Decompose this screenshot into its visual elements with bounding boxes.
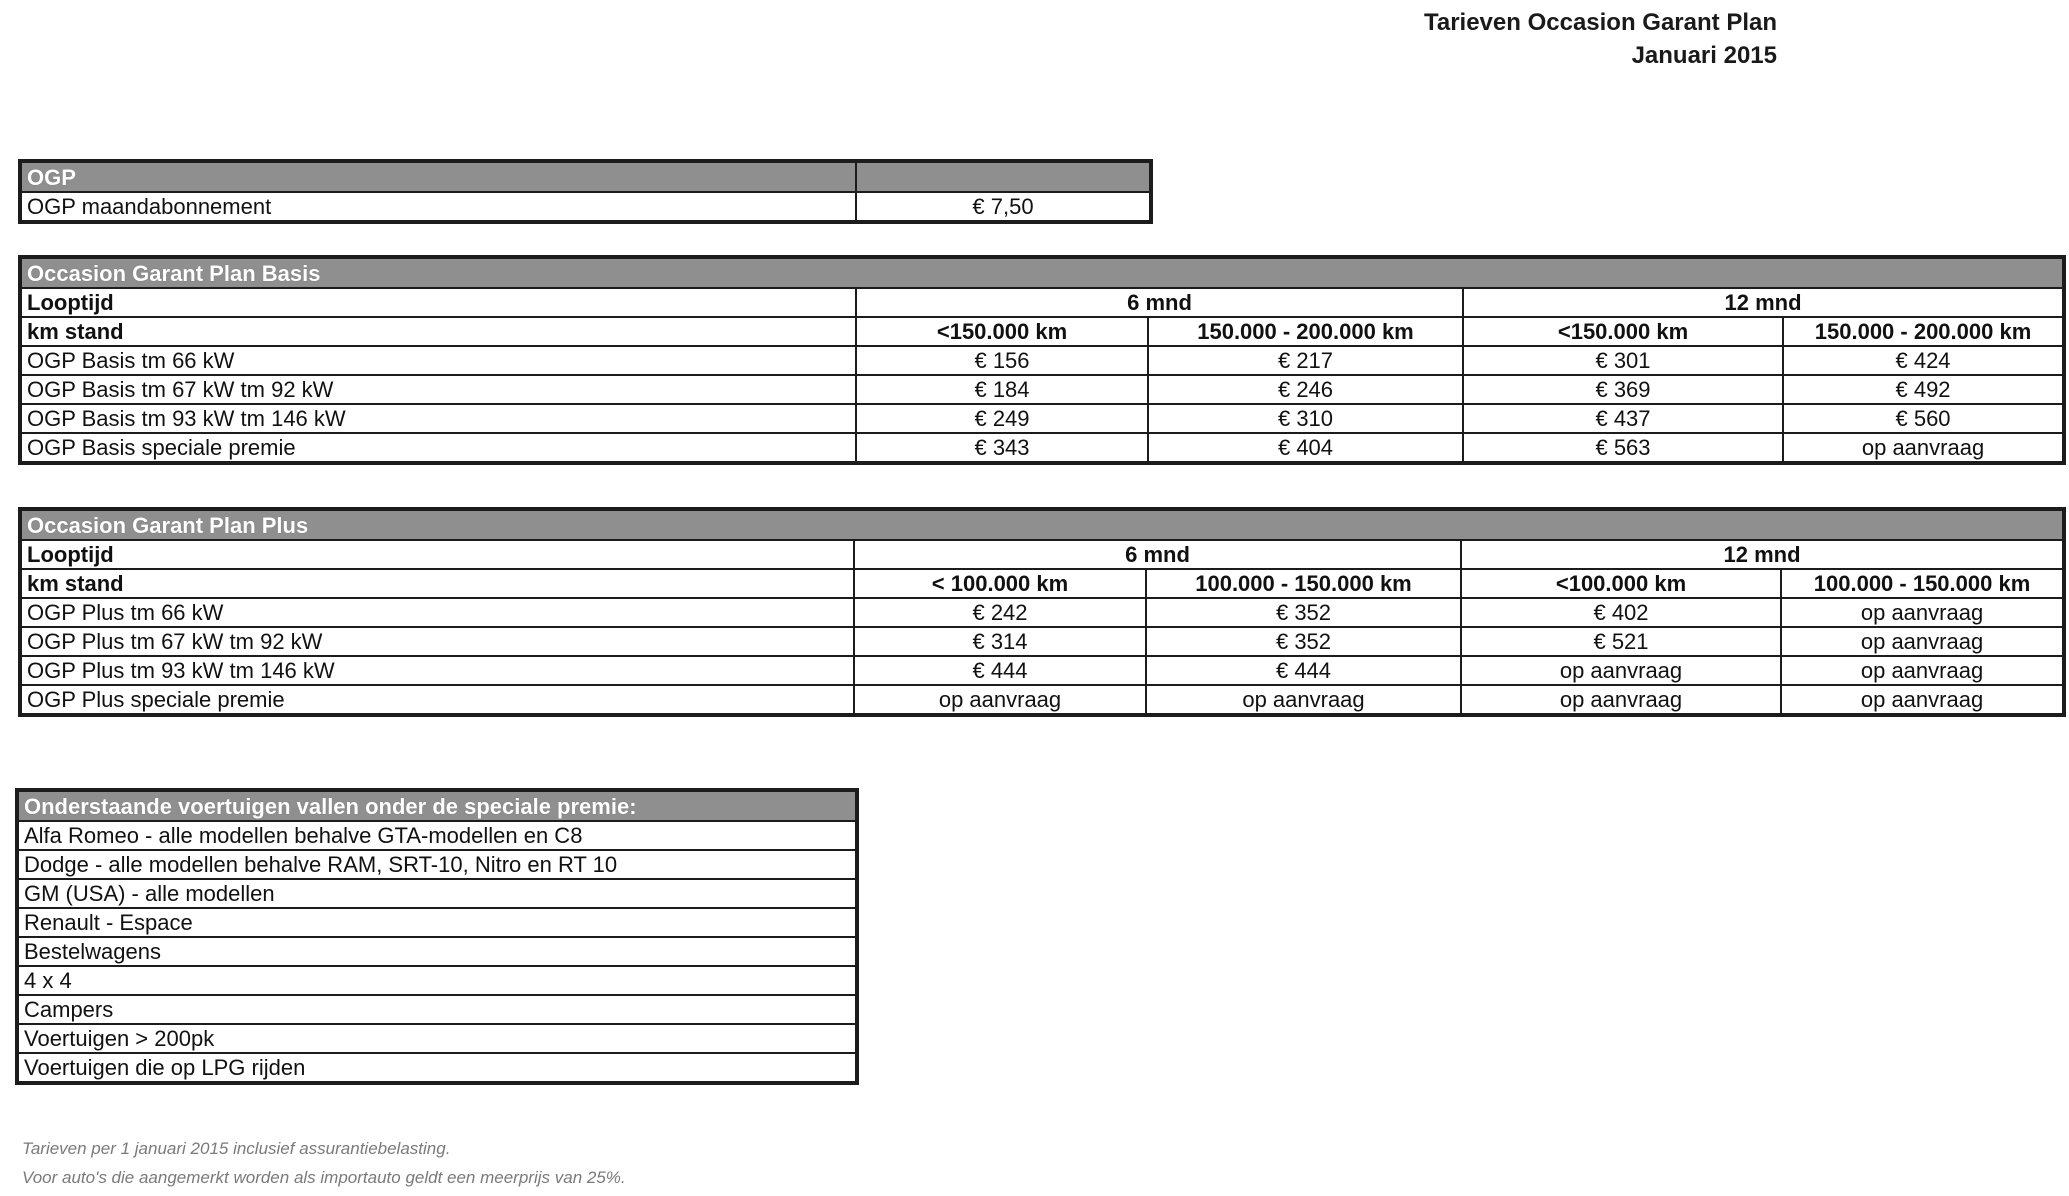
list-item <box>17 1024 857 1053</box>
km-header: 100.000 - 150.000 km <box>1146 569 1461 598</box>
table-row <box>20 685 2064 715</box>
document-title: Tarieven Occasion Garant Plan <box>1423 9 1777 36</box>
price-cell: € 521 <box>1461 627 1781 656</box>
km-header: 150.000 - 200.000 km <box>1148 317 1463 346</box>
footnote: Tarieven per 1 januari 2015 inclusief assurantiebelasting. <box>22 1139 451 1158</box>
price-cell: € 492 <box>1783 375 2064 404</box>
table-row <box>20 598 2064 627</box>
table-title-row <box>20 509 2064 540</box>
vehicle-item: Alfa Romeo - alle modellen behalve GTA-modellen en C8 <box>17 821 857 850</box>
km-header: <100.000 km <box>1461 569 1781 598</box>
list-item <box>17 821 857 850</box>
price-cell: op aanvraag <box>1781 627 2064 656</box>
price-cell: € 314 <box>854 627 1146 656</box>
price-cell: € 444 <box>854 656 1146 685</box>
price-cell: op aanvraag <box>1461 656 1781 685</box>
price-cell: € 404 <box>1148 433 1463 463</box>
special-premium-table <box>15 788 859 1085</box>
km-header: <150.000 km <box>1463 317 1783 346</box>
price-cell: € 242 <box>854 598 1146 627</box>
price-cell: € 343 <box>856 433 1148 463</box>
price-cell: € 7,50 <box>856 192 1151 222</box>
price-cell: € 352 <box>1146 627 1461 656</box>
row-label: OGP Basis tm 67 kW tm 92 kW <box>20 375 856 404</box>
row-label: OGP Basis speciale premie <box>20 433 856 463</box>
row-label: OGP Plus tm 93 kW tm 146 kW <box>20 656 854 685</box>
table-title-row <box>17 790 857 821</box>
looptijd-label: Looptijd <box>20 540 854 569</box>
price-cell: € 184 <box>856 375 1148 404</box>
vehicle-item: Campers <box>17 995 857 1024</box>
table-title-row <box>20 161 1151 192</box>
vehicle-item: Dodge - alle modellen behalve RAM, SRT-10, Nitro en RT 10 <box>17 850 857 879</box>
price-cell: € 424 <box>1783 346 2064 375</box>
price-cell: € 402 <box>1461 598 1781 627</box>
list-item <box>17 879 857 908</box>
list-item <box>17 1053 857 1083</box>
row-label: OGP Plus tm 67 kW tm 92 kW <box>20 627 854 656</box>
row-label: OGP maandabonnement <box>20 192 856 222</box>
footnotes <box>22 1134 626 1192</box>
vehicle-item: Voertuigen die op LPG rijden <box>17 1053 857 1083</box>
price-cell: op aanvraag <box>1461 685 1781 715</box>
table-row <box>20 192 1151 222</box>
price-cell: € 249 <box>856 404 1148 433</box>
price-cell: € 560 <box>1783 404 2064 433</box>
price-cell: € 310 <box>1148 404 1463 433</box>
basis-table <box>18 255 2066 465</box>
table-row <box>20 404 2064 433</box>
document-header <box>1424 6 1777 72</box>
table-row <box>20 656 2064 685</box>
table-title: Occasion Garant Plan Plus <box>20 509 2064 540</box>
price-cell: € 246 <box>1148 375 1463 404</box>
row-label: OGP Basis tm 66 kW <box>20 346 856 375</box>
looptijd-row <box>20 540 2064 569</box>
price-cell: op aanvraag <box>854 685 1146 715</box>
vehicle-item: 4 x 4 <box>17 966 857 995</box>
km-header: 150.000 - 200.000 km <box>1783 317 2064 346</box>
vehicle-item: Bestelwagens <box>17 937 857 966</box>
list-item <box>17 937 857 966</box>
table-title: Onderstaande voertuigen vallen onder de speciale premie: <box>17 790 857 821</box>
list-item <box>17 995 857 1024</box>
km-row <box>20 317 2064 346</box>
period-6-header: 6 mnd <box>854 540 1461 569</box>
km-header: 100.000 - 150.000 km <box>1781 569 2064 598</box>
table-title: OGP <box>20 161 856 192</box>
period-12-header: 12 mnd <box>1461 540 2064 569</box>
list-item <box>17 850 857 879</box>
km-label: km stand <box>20 569 854 598</box>
price-cell: op aanvraag <box>1783 433 2064 463</box>
list-item <box>17 908 857 937</box>
price-cell: € 301 <box>1463 346 1783 375</box>
looptijd-label: Looptijd <box>20 288 856 317</box>
km-header: <150.000 km <box>856 317 1148 346</box>
km-header: < 100.000 km <box>854 569 1146 598</box>
plus-table <box>18 507 2066 717</box>
table-row <box>20 375 2064 404</box>
row-label: OGP Basis tm 93 kW tm 146 kW <box>20 404 856 433</box>
table-row <box>20 346 2064 375</box>
price-cell: € 437 <box>1463 404 1783 433</box>
price-cell: € 352 <box>1146 598 1461 627</box>
price-cell: op aanvraag <box>1781 685 2064 715</box>
price-cell: op aanvraag <box>1781 656 2064 685</box>
km-label: km stand <box>20 317 856 346</box>
period-6-header: 6 mnd <box>856 288 1463 317</box>
table-row <box>20 433 2064 463</box>
price-cell: op aanvraag <box>1781 598 2064 627</box>
ogp-table <box>18 159 1153 224</box>
vehicle-item: GM (USA) - alle modellen <box>17 879 857 908</box>
looptijd-row <box>20 288 2064 317</box>
table-title-row <box>20 257 2064 288</box>
list-item <box>17 966 857 995</box>
price-cell: op aanvraag <box>1146 685 1461 715</box>
vehicle-item: Voertuigen > 200pk <box>17 1024 857 1053</box>
price-cell: € 444 <box>1146 656 1461 685</box>
document-date: Januari 2015 <box>1631 42 1777 69</box>
table-row <box>20 627 2064 656</box>
row-label: OGP Plus speciale premie <box>20 685 854 715</box>
price-cell: € 369 <box>1463 375 1783 404</box>
km-row <box>20 569 2064 598</box>
vehicle-item: Renault - Espace <box>17 908 857 937</box>
price-cell: € 563 <box>1463 433 1783 463</box>
table-title: Occasion Garant Plan Basis <box>20 257 2064 288</box>
row-label: OGP Plus tm 66 kW <box>20 598 854 627</box>
period-12-header: 12 mnd <box>1463 288 2064 317</box>
price-cell: € 217 <box>1148 346 1463 375</box>
footnote: Voor auto's die aangemerkt worden als importauto geldt een meerprijs van 25%. <box>22 1168 626 1187</box>
price-cell: € 156 <box>856 346 1148 375</box>
